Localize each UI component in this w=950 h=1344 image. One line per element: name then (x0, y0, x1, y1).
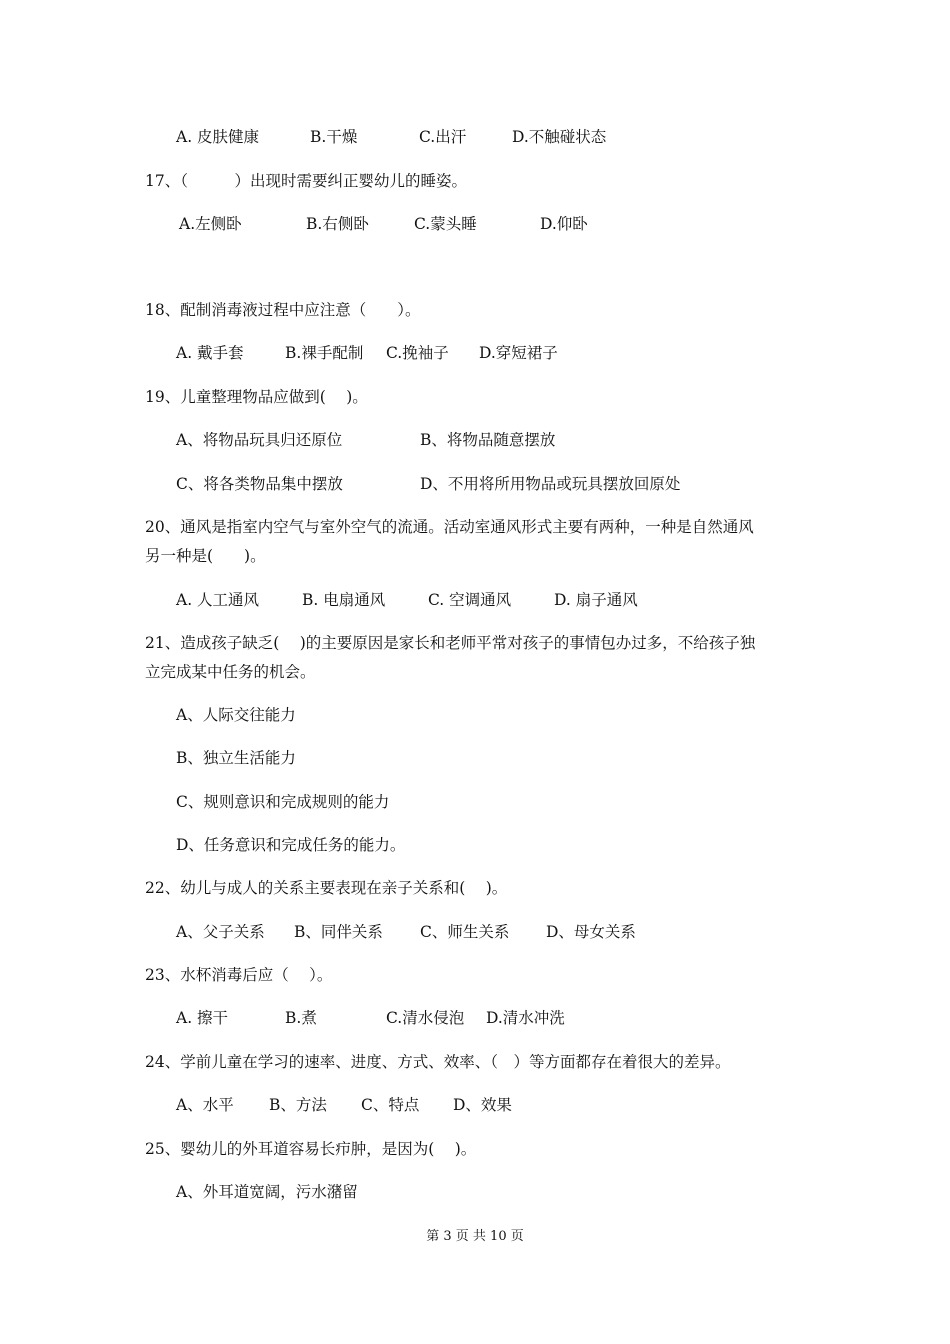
option-text: C.蒙头睡 (414, 215, 477, 233)
text-line (0, 212, 950, 236)
text-line (0, 963, 950, 987)
option-text: D、母女关系 (546, 923, 636, 941)
question-text: 17、（ ）出现时需要纠正婴幼儿的睡姿。 (145, 172, 467, 190)
option-text: A. 人工通风 (176, 591, 260, 609)
option-text: A. 皮肤健康 (176, 128, 260, 146)
option-text: D.清水冲洗 (486, 1009, 565, 1027)
option-text: C.出汗 (419, 128, 467, 146)
text-line (0, 169, 950, 193)
text-line (0, 385, 950, 409)
page-footer: 第 3 页 共 10 页 (426, 1229, 524, 1244)
text-line (0, 1137, 950, 1161)
option-text: A、将物品玩具归还原位 (176, 431, 343, 449)
text-line (0, 1180, 950, 1204)
option-text: C、特点 (361, 1096, 420, 1114)
option-text: A. 擦干 (176, 1009, 229, 1027)
option-text: C.清水侵泡 (386, 1009, 465, 1027)
text-line (0, 515, 950, 539)
question-text: 23、水杯消毒后应（ ）。 (145, 966, 333, 984)
option-text: B、方法 (269, 1096, 327, 1114)
option-text: B、独立生活能力 (176, 749, 296, 767)
question-text: 立完成某中任务的机会。 (145, 663, 316, 681)
option-text: B. 电扇通风 (302, 591, 386, 609)
option-text: A. 戴手套 (176, 344, 244, 362)
option-text: C、师生关系 (420, 923, 510, 941)
option-text: D、效果 (453, 1096, 512, 1114)
text-line (0, 544, 950, 568)
option-text: A.左侧卧 (179, 215, 242, 233)
option-text: B.煮 (285, 1009, 317, 1027)
text-line (0, 660, 950, 684)
question-text: 20、通风是指室内空气与室外空气的流通。活动室通风形式主要有两种，一种是自然通风 (145, 518, 754, 536)
text-line (0, 833, 950, 857)
text-line (0, 703, 950, 727)
option-text: B.右侧卧 (306, 215, 369, 233)
question-text: 25、婴幼儿的外耳道容易长疖肿，是因为( )。 (145, 1140, 477, 1158)
text-line (0, 341, 950, 365)
text-line (0, 920, 950, 944)
option-text: C、将各类物品集中摆放 (176, 475, 343, 493)
text-line (0, 876, 950, 900)
text-line (0, 1006, 950, 1030)
option-text: D.仰卧 (540, 215, 588, 233)
question-text: 22、幼儿与成人的关系主要表现在亲子关系和( )。 (145, 879, 508, 897)
text-line (0, 588, 950, 612)
option-text: A、水平 (176, 1096, 234, 1114)
option-text: B、将物品随意摆放 (420, 431, 556, 449)
option-text: B.裸手配制 (285, 344, 364, 362)
text-line (0, 746, 950, 770)
option-text: D、不用将所用物品或玩具摆放回原处 (420, 475, 681, 493)
text-line (0, 631, 950, 655)
option-text: D.不触碰状态 (512, 128, 607, 146)
question-text: 19、儿童整理物品应做到( )。 (145, 388, 368, 406)
option-text: A、外耳道宽阔，污水潴留 (176, 1183, 358, 1201)
option-text: B、同伴关系 (294, 923, 383, 941)
text-line (0, 298, 950, 322)
option-text: C. 空调通风 (428, 591, 512, 609)
option-text: D.穿短裙子 (479, 344, 558, 362)
text-line (0, 428, 950, 452)
text-line (0, 790, 950, 814)
option-text: D、任务意识和完成任务的能力。 (176, 836, 406, 854)
option-text: D. 扇子通风 (554, 591, 638, 609)
text-line (0, 1050, 950, 1074)
text-line (0, 1093, 950, 1117)
question-text: 21、造成孩子缺乏( )的主要原因是家长和老师平常对孩子的事情包办过多，不给孩子独 (145, 634, 756, 652)
option-text: C、规则意识和完成规则的能力 (176, 793, 390, 811)
text-line (0, 472, 950, 496)
question-text: 另一种是( )。 (145, 547, 266, 565)
text-line (0, 125, 950, 149)
option-text: C.挽袖子 (386, 344, 449, 362)
option-text: A、父子关系 (176, 923, 265, 941)
option-text: A、人际交往能力 (176, 706, 296, 724)
option-text: B.干燥 (310, 128, 358, 146)
question-text: 24、学前儿童在学习的速率、进度、方式、效率、（ ）等方面都存在着很大的差异。 (145, 1053, 731, 1071)
question-text: 18、配制消毒液过程中应注意（ ）。 (145, 301, 421, 319)
